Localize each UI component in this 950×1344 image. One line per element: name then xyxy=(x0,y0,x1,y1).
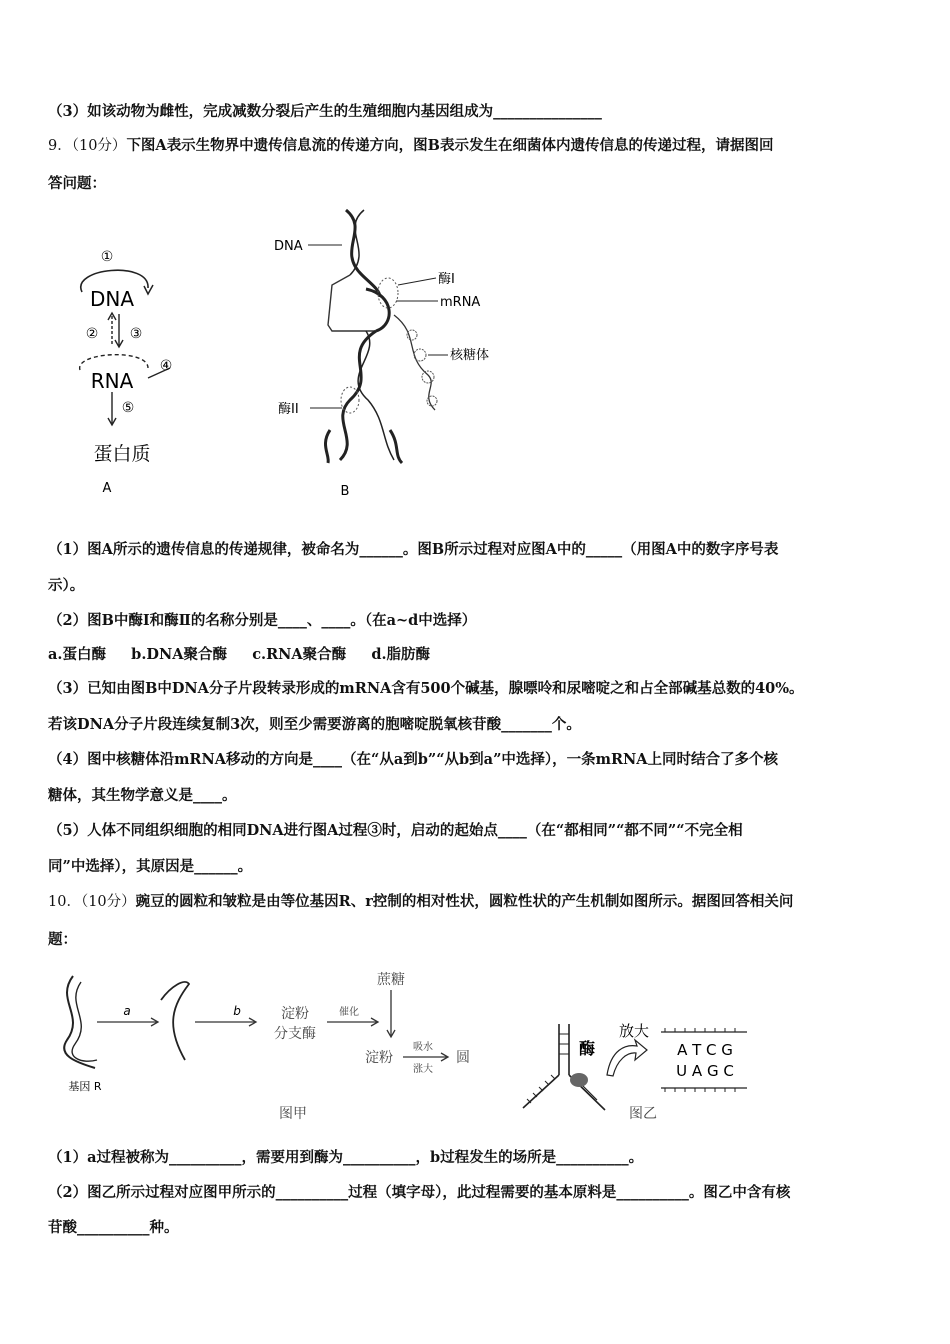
fig-a-rna: RNA xyxy=(90,369,134,393)
figure-jia xyxy=(55,970,485,1125)
q10-part1: （1）a过程被称为__________，需要用到酶为__________，b过程发生的场所是__________。 xyxy=(48,1149,644,1166)
q9-part5-b: 同”中选择），其原因是______。 xyxy=(48,858,253,875)
fig-a-dna: DNA xyxy=(89,287,135,311)
fig-yi-enzyme-label: 酶 xyxy=(578,1039,596,1058)
q10-stem-cont: 题： xyxy=(48,931,77,948)
fig-jia-sucrose: 蔗糖 xyxy=(377,972,405,988)
fig-b-ribosome-label: 核糖体 xyxy=(450,348,490,363)
fig-jia-branch-enzyme-2: 分支酶 xyxy=(274,1026,316,1042)
q9-stem xyxy=(48,136,908,156)
q9-part4-b: 糖体，其生物学意义是____。 xyxy=(48,787,237,804)
q9-options: a.蛋白酶 b.DNA聚合酶 c.RNA聚合酶 d.脂肪酶 xyxy=(48,646,431,663)
fig-b-ribosome-2 xyxy=(414,349,426,361)
fig-jia-catalyze: 催化 xyxy=(339,1007,359,1018)
fig-a-n3: ③ xyxy=(129,326,143,342)
q9-part1-a: （1）图A所示的遗传信息的传递规律，被命名为______。图B所示过程对应图A中的_____（用图A中的数字序号表 xyxy=(48,541,779,558)
q10-stem xyxy=(48,892,908,912)
figure-a xyxy=(60,240,190,500)
fig-b-dna-bottom-strand2 xyxy=(358,331,394,460)
fig-b-enzyme1-label: 酶I xyxy=(438,272,455,287)
fig-yi-strand-down-left xyxy=(523,1075,559,1108)
q9-part1-b: 示）。 xyxy=(48,577,85,594)
q10-part2-a: （2）图乙所示过程对应图甲所示的__________过程（填字母），此过程需要的基本原料是__________。图乙中含有核 xyxy=(48,1184,791,1201)
fig-b-caption: B xyxy=(340,484,350,499)
q10-number: 10．（10分） xyxy=(48,894,136,910)
q9-part2: （2）图B中酶Ⅰ和酶Ⅱ的名称分别是____、____。（在a~d中选择） xyxy=(48,612,477,629)
fig-jia-gene-strand2 xyxy=(72,982,97,1061)
fig-yi-enzyme-shape xyxy=(570,1073,588,1087)
fig-jia-round: 圆 xyxy=(456,1050,470,1066)
fig-a-caption: A xyxy=(102,481,112,496)
fig-b-mrna-label: mRNA xyxy=(440,295,481,310)
q9-part4-a: （4）图中核糖体沿mRNA移动的方向是____（在“从a到b”“从b到a”中选择），一条mRNA上同时结合了多个核 xyxy=(48,751,779,768)
fig-yi-top-seq: A T C G xyxy=(677,1041,733,1059)
q10-part2-b: 苷酸__________种。 xyxy=(48,1219,179,1236)
figure-yi xyxy=(515,1020,755,1125)
fig-jia-swell: 涨大 xyxy=(413,1064,433,1075)
fig-jia-starch: 淀粉 xyxy=(365,1050,393,1066)
figure-b xyxy=(270,205,510,505)
q9-part3-a: （3）已知由图B中DNA分子片段转录形成的mRNA含有500个碱基，腺嘌呤和尿嘧啶之和占全部碱基总数的40%。 xyxy=(48,680,804,697)
q8-part3: （3）如该动物为雌性，完成减数分裂后产生的生殖细胞内基因组成为_______________ xyxy=(48,103,602,120)
fig-jia-caption: 图甲 xyxy=(279,1106,307,1122)
fig-b-mrna-strand xyxy=(394,315,435,410)
fig-a-n1: ① xyxy=(100,249,114,265)
fig-jia-gene-strand1 xyxy=(64,976,95,1068)
fig-yi-bottom-seq: U A G C xyxy=(676,1062,734,1080)
fig-yi-strand-ticks xyxy=(527,1075,555,1103)
q9-stem-cont: 答问题： xyxy=(48,175,106,192)
fig-jia-label-b: b xyxy=(233,1004,241,1018)
fig-jia-absorb: 吸水 xyxy=(413,1042,433,1053)
fig-b-enzyme2-label: 酶II xyxy=(278,402,299,417)
fig-b-ribosome-3 xyxy=(422,371,434,383)
q10-stem-text: 豌豆的圆粒和皱粒是由等位基因R、r控制的相对性状，圆粒性状的产生机制如图所示。据图回答相关问 xyxy=(135,893,794,910)
q9-number: 9．（10分） xyxy=(48,138,127,154)
fig-b-dna-top-strand1 xyxy=(346,210,380,297)
fig-jia-label-a: a xyxy=(123,1004,131,1018)
q9-part3-b: 若该DNA分子片段连续复制3次，则至少需要游离的胞嘧啶脱氧核苷酸_______个。 xyxy=(48,716,581,733)
fig-a-n2: ② xyxy=(85,326,99,342)
fig-a-n5: ⑤ xyxy=(121,400,135,416)
fig-yi-enlarge-label: 放大 xyxy=(618,1022,650,1040)
q9-stem-text: 下图A表示生物界中遗传信息流的传递方向，图B表示发生在细菌体内遗传信息的传递过程，请据图回 xyxy=(126,137,774,154)
fig-b-dna-label: DNA xyxy=(274,239,303,254)
fig-jia-gene-label: 基因 R xyxy=(68,1080,102,1093)
fig-jia-branch-enzyme-1: 淀粉 xyxy=(281,1006,309,1022)
q9-part5-a: （5）人体不同组织细胞的相同DNA进行图A过程③时，启动的起始点____（在“都相同”“都不同”“不完全相 xyxy=(48,822,743,839)
fig-b-dna-fork-right xyxy=(390,430,402,463)
fig-a-n4: ④ xyxy=(159,358,173,374)
fig-b-bubble-right xyxy=(366,289,389,331)
fig-yi-enlarge-arrow xyxy=(607,1040,647,1076)
fig-jia-mrna-strand xyxy=(161,982,189,1060)
fig-b-dna-fork-left xyxy=(325,430,330,463)
fig-b-ribosome-4 xyxy=(427,396,437,406)
fig-a-rna-loop xyxy=(80,355,148,370)
fig-b-enzyme1-pointer xyxy=(398,278,436,285)
fig-a-protein: 蛋白质 xyxy=(93,443,151,465)
fig-yi-caption: 图乙 xyxy=(629,1106,657,1122)
